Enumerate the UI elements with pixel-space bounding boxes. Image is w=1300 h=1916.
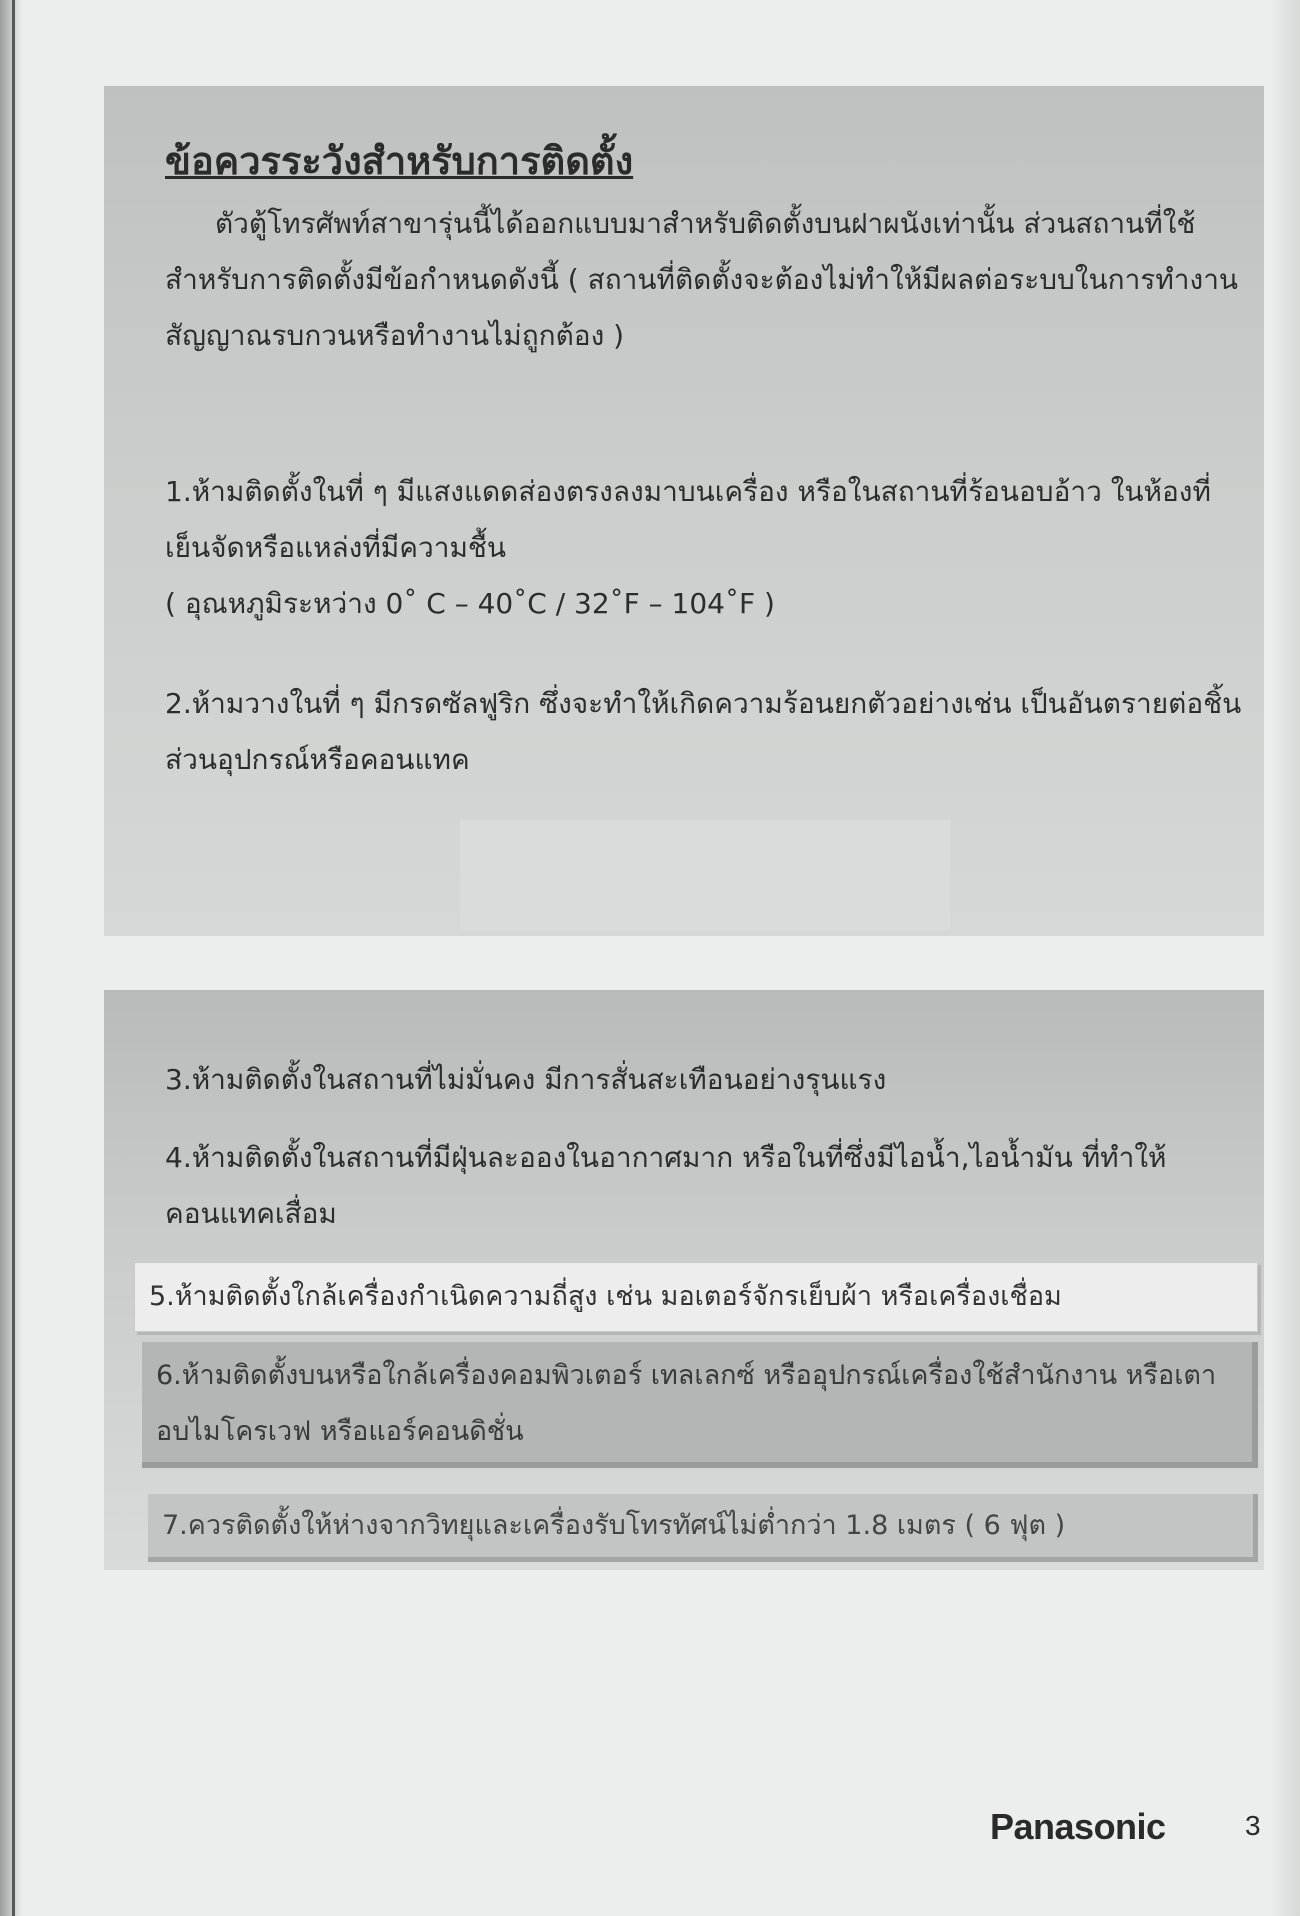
brand-logo-text: Panasonic	[990, 1806, 1166, 1847]
caution-item-4: 4.ห้ามติดตั้งในสถานที่มีฝุ่นละอองในอากาศมาก หรือในที่ซึ่งมีไอน้ำ,ไอน้ำมัน ที่ทำให้คอนแทคเสื่อม	[165, 1141, 1167, 1230]
caution-item-5-box	[134, 1262, 1258, 1332]
caution-item-7-box	[148, 1494, 1258, 1562]
caution-item-7: 7.ควรติดตั้งให้ห่างจากวิทยุและเครื่องรับโทรทัศน์ไม่ต่ำกว่า 1.8 เมตร ( 6 ฟุต )	[162, 1510, 1066, 1541]
caution-item-6: 6.ห้ามติดตั้งบนหรือใกล้เครื่องคอมพิวเตอร์ เทลเลกซ์ หรืออุปกรณ์เครื่องใช้สำนักงาน หรือเตาอบไมโครเวฟ หรือแอร์คอนดิชั่น	[156, 1360, 1217, 1447]
page-shadow-left	[0, 0, 22, 1916]
page-shadow-right	[1270, 0, 1300, 1916]
caution-item-3: 3.ห้ามติดตั้งในสถานที่ไม่มั่นคง มีการสั่นสะเทือนอย่างรุนแรง	[165, 1063, 887, 1096]
caution-item-2: 2.ห้ามวางในที่ ๆ มีกรดซัลฟูริก ซึ่งจะทำให้เกิดความร้อนยกตัวอย่างเช่น เป็นอันตรายต่อชิ้นส่วนอุปกรณ์หรือคอนแทค	[165, 687, 1242, 776]
page-number: 3	[1245, 1810, 1261, 1841]
page-title: ข้อควรระวังสำหรับการติดตั้ง	[165, 139, 634, 183]
intro-paragraph: ตัวตู้โทรศัพท์สาขารุ่นนี้ได้ออกแบบมาสำหรับติดตั้งบนฝาผนังเท่านั้น ส่วนสถานที่ใช้สำหรับการติดตั้งมีข้อกำหนดดังนี้ ( สถานที่ติดตั้งจะต้องไม่ทำให้มีผลต่อระบบในการทำงาน สัญญาณรบกวนหรือทำงานไม่ถูกต้อง )	[165, 207, 1239, 352]
binding-edge	[12, 0, 15, 1916]
caution-item-6-box	[142, 1342, 1258, 1468]
faded-figure-area	[460, 820, 950, 930]
caution-item-1: 1.ห้ามติดตั้งในที่ ๆ มีแสงแดดส่องตรงลงมาบนเครื่อง หรือในสถานที่ร้อนอบอ้าว ในห้องที่เย็นจัดหรือแหล่งที่มีความชื้น	[165, 475, 1211, 564]
caution-item-5: 5.ห้ามติดตั้งใกล้เครื่องกำเนิดความถี่สูง เช่น มอเตอร์จักรเย็บผ้า หรือเครื่องเชื่อม	[149, 1281, 1062, 1312]
caution-item-1-temperature: ( อุณหภูมิระหว่าง 0˚ C – 40˚C / 32˚F – 104˚F )	[165, 587, 775, 620]
